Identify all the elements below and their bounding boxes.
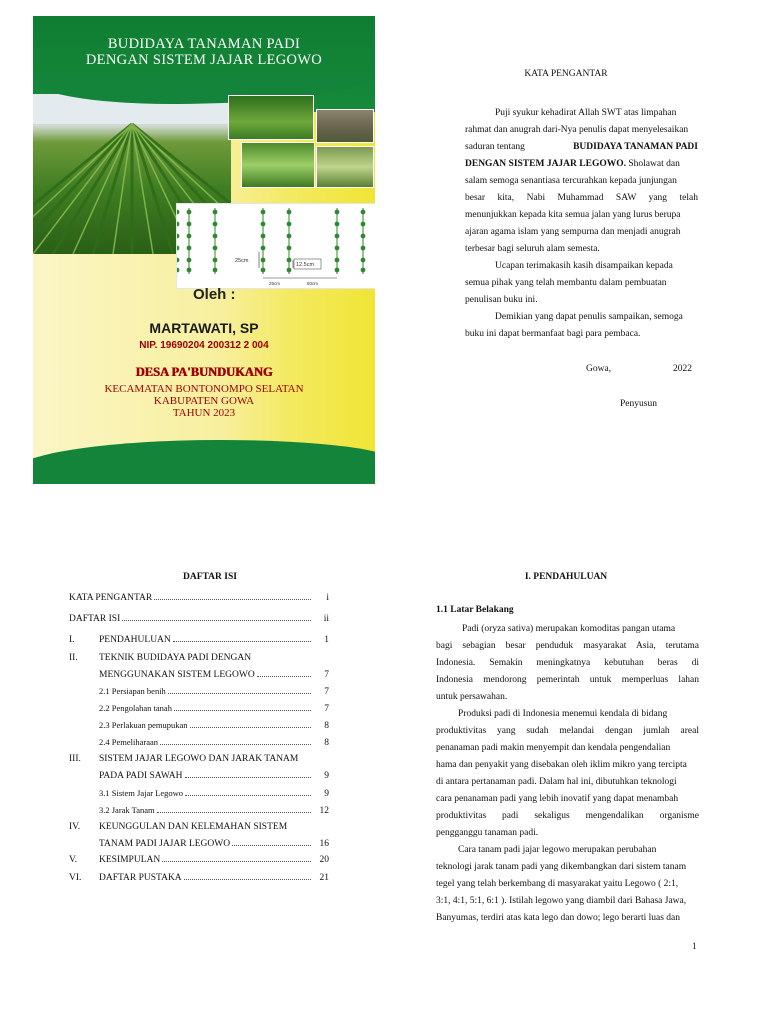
toc-label[interactable]: DAFTAR ISI — [69, 614, 121, 624]
cover-kabupaten: KABUPATEN GOWA — [153, 395, 255, 407]
diagram-label-row-gap: 25cm — [235, 258, 249, 264]
toc-label[interactable]: 2.1 Persiapan benih — [99, 686, 166, 696]
cover-title-line1: BUDIDAYA TANAMAN PADI — [107, 36, 301, 52]
toc-number: III. — [69, 754, 81, 764]
pd-line: cara penanaman padi yang lebih inovatif yang dapat menambah — [436, 794, 679, 804]
toc-dot-leader — [173, 640, 311, 642]
toc-dot-leader — [154, 598, 311, 600]
cover-kecamatan: KECAMATAN BONTONOMPO SELATAN — [104, 383, 304, 395]
toc-page-number: ii — [323, 614, 329, 624]
toc-page-number: 1 — [324, 635, 329, 645]
kata-pengantar-title: KATA PENGANTAR — [524, 69, 608, 79]
toc-number: V. — [69, 855, 78, 865]
kp-line: Sholawat dan — [628, 159, 680, 169]
jajar-legowo-diagram — [176, 203, 375, 289]
kp-line: Demikian yang dapat penulis sampaikan, semoga — [495, 312, 683, 322]
pd-line: produktivitas yang sudah melandai dengan jumlah areal — [436, 726, 699, 736]
toc-page-number: 8 — [324, 721, 329, 731]
toc-row — [69, 720, 329, 731]
toc-row — [69, 771, 329, 781]
toc-row — [69, 653, 329, 663]
rice-photo-1 — [228, 95, 314, 140]
toc-number: II. — [69, 653, 78, 663]
toc-row — [69, 855, 329, 865]
toc-row — [69, 805, 329, 816]
pd-line: Padi (oryza sativa) merupakan komoditas pangan utama — [462, 624, 676, 634]
toc-row — [69, 614, 329, 624]
toc-page-number: 7 — [324, 687, 329, 697]
toc-dot-leader — [185, 794, 311, 796]
toc-page-number: 16 — [319, 839, 329, 849]
toc-number: VI. — [69, 873, 82, 883]
kp-line: Ucapan terimakasih kasih disampaikan kepada — [495, 261, 673, 271]
toc-row — [69, 754, 329, 764]
toc-row — [69, 788, 329, 799]
kp-line: saduran tentang — [465, 142, 525, 152]
toc-row — [69, 873, 329, 883]
toc-label[interactable]: 2.4 Pemeliharaan — [99, 737, 159, 747]
diagram-label-bottom-b: 50cm — [307, 281, 319, 286]
cover-title-line2: DENGAN SISTEM JAJAR LEGOWO — [85, 52, 323, 68]
kp-line: ajaran agama islam yang sempurna dan menjadi anugrah — [465, 227, 681, 237]
kp-line: besar kita, Nabi Muhammad SAW yang telah — [465, 193, 698, 203]
rice-photo-2 — [241, 142, 315, 188]
pd-line: Banyumas, terdiri atas kata lego dan dowo; lego berarti luas dan — [436, 913, 681, 923]
toc-row — [69, 737, 329, 748]
kp-line: rahmat dan anugrah dari-Nya penulis dapat menyelesaikan — [465, 125, 689, 135]
toc-number: I. — [69, 635, 75, 645]
toc-page-number: 20 — [319, 855, 329, 865]
toc-dot-leader — [122, 619, 311, 621]
toc-number: IV. — [69, 822, 81, 832]
cover-author: MARTAWATI, SP — [149, 320, 259, 336]
pendahuluan-body — [436, 621, 699, 927]
farmer-photo — [316, 109, 374, 143]
pd-line: Cara tanam padi jajar legowo merupakan perubahan — [458, 845, 657, 855]
toc-dot-leader — [157, 811, 311, 813]
toc-label[interactable]: PADA PADI SAWAH — [99, 771, 183, 781]
kp-place: Gowa, — [586, 364, 612, 374]
toc-page-number: 9 — [324, 789, 329, 799]
pd-line: Produksi padi di Indonesia menemui kendala di bidang — [458, 709, 668, 719]
toc-page-number: 8 — [324, 738, 329, 748]
toc-label[interactable]: SISTEM JAJAR LEGOWO DAN JARAK TANAM — [99, 754, 299, 764]
toc-row — [69, 686, 329, 697]
toc-dot-leader — [232, 844, 311, 846]
toc-page-number: 12 — [319, 806, 329, 816]
diagram-label-bottom-a: 25cm — [269, 281, 281, 286]
toc-dot-leader — [168, 692, 311, 694]
toc-label[interactable]: KATA PENGANTAR — [69, 593, 153, 603]
pd-line: Indonesia mendorong pemerintah untuk memperluas lahan — [436, 675, 699, 685]
pd-line: pengganggu tanaman padi. — [436, 828, 539, 838]
toc-label[interactable]: DAFTAR PUSTAKA — [99, 873, 182, 883]
kata-pengantar-body — [465, 105, 698, 343]
pendahuluan-subtitle: 1.1 Latar Belakang — [436, 605, 514, 615]
toc-row — [69, 635, 329, 645]
toc-label[interactable]: KESIMPULAN — [99, 855, 161, 865]
pd-line: tegel yang telah berkembang di masyarakat yaitu Legowo ( 2:1, — [436, 879, 679, 889]
toc-label[interactable]: MENGGUNAKAN SISTEM LEGOWO — [99, 670, 255, 680]
toc-page-number: 7 — [324, 704, 329, 714]
toc-label[interactable]: 3.2 Jarak Tanam — [99, 805, 155, 815]
toc-dot-leader — [190, 726, 311, 728]
pd-line: untuk persawahan. — [436, 692, 508, 702]
pd-line: Indonesia. Semakin meningkatnya kebutuhan beras di — [436, 658, 699, 668]
kp-line: penulisan buku ini. — [465, 295, 538, 305]
page-number: 1 — [692, 941, 697, 951]
toc-dot-leader — [185, 776, 311, 778]
diagram-label-plant-gap: 12.5cm — [296, 262, 315, 268]
book-cover — [33, 16, 375, 484]
toc-dot-leader — [162, 860, 311, 862]
kp-book-title-1: BUDIDAYA TANAMAN PADI — [573, 142, 698, 152]
toc-label[interactable]: 2.2 Pengolahan tanah — [99, 703, 172, 713]
toc-label[interactable]: 3.1 Sistem Jajar Legowo — [99, 788, 184, 798]
toc-row — [69, 593, 329, 603]
pd-line: hama dan penyakit yang disebakan oleh iklim mikro yang tercipta — [436, 760, 687, 770]
cover-oleh: Oleh : — [193, 286, 236, 303]
pd-line: di antara pertanaman padi. Dalam hal ini, dibutuhkan teknologi — [436, 777, 677, 787]
kp-line: menunjukkan kepada kita semua jalan yang lurus berupa — [465, 210, 681, 220]
toc-dot-leader — [174, 709, 311, 711]
rice-photo-3 — [316, 146, 374, 188]
toc-dot-leader — [257, 675, 311, 677]
kp-book-title-2: DENGAN SISTEM JAJAR LEGOWO. — [465, 159, 626, 169]
kp-line: terbesar bagi seluruh alam semesta. — [465, 244, 600, 254]
kp-line: salam semoga senantiasa tercurahkan kepada junjungan — [465, 176, 677, 186]
toc-dot-leader — [184, 878, 311, 880]
kp-line: semua pihak yang telah membantu dalam pembuatan — [465, 278, 667, 288]
toc-dot-leader — [160, 743, 311, 745]
toc-page-number: 7 — [324, 670, 329, 680]
kp-signer: Penyusun — [620, 399, 657, 409]
pd-line: produktivitas padi sekaligus mengendalikan organisme — [436, 811, 699, 821]
kp-line: buku ini dapat bermanfaat bagi para pembaca. — [465, 329, 641, 339]
pd-line: 3:1, 4:1, 5:1, 6:1 ). Istilah legowo yang diambil dari Bahasa Jawa, — [436, 896, 687, 906]
toc-page-number: i — [326, 593, 329, 603]
toc-page-number: 9 — [324, 771, 329, 781]
toc-label[interactable]: 2.3 Perlakuan pemupukan — [99, 720, 188, 730]
toc-label[interactable]: TEKNIK BUDIDAYA PADI DENGAN — [99, 653, 252, 663]
daftar-isi-title: DAFTAR ISI — [183, 572, 237, 582]
pd-line: bagi sebagian besar penduduk masyarakat Asia, terutama — [436, 641, 699, 651]
toc-row — [69, 822, 329, 832]
cover-tahun: TAHUN 2023 — [172, 407, 236, 419]
cover-nip: NIP. 19690204 200312 2 004 — [139, 340, 269, 351]
kp-line: Puji syukur kehadirat Allah SWT atas limpahan — [495, 108, 677, 118]
toc-row — [69, 670, 329, 680]
toc-row — [69, 703, 329, 714]
kp-year: 2022 — [673, 364, 692, 374]
cover-desa: DESA PA'BUNDUKANG — [135, 365, 273, 379]
cover-green-footer — [33, 440, 375, 484]
pd-line: teknologi jarak tanam padi yang dikembangkan dari sistem tanam — [436, 862, 687, 872]
pendahuluan-title: I. PENDAHULUAN — [524, 572, 608, 582]
toc-page-number: 21 — [319, 873, 329, 883]
toc-label[interactable]: KEUNGGULAN DAN KELEMAHAN SISTEM — [99, 822, 288, 832]
toc-label[interactable]: TANAM PADI JAJAR LEGOWO — [99, 839, 231, 849]
toc-row — [69, 839, 329, 849]
pd-line: penanaman padi makin menyempit dan kendala pengendalian — [436, 743, 671, 753]
toc-label[interactable]: PENDAHULUAN — [99, 635, 171, 645]
